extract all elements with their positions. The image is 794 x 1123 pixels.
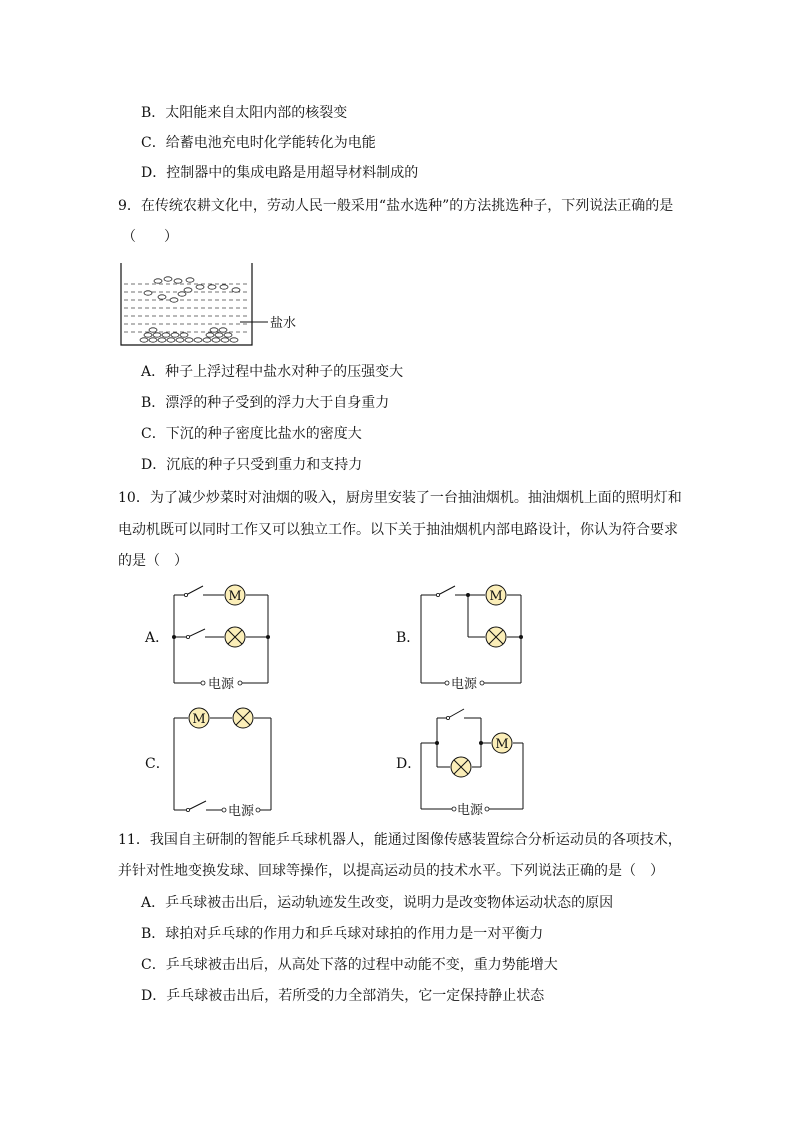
q11-stem-line-1: 11．我国自主研制的智能乒乓球机器人，能通过图像传感装置综合分析运动员的各项技术， [118,832,682,848]
q9-option-b: B．漂浮的种子受到的浮力大于自身重力 [141,395,390,411]
circuit-a-motor-symbol: M [228,589,242,604]
q9-stem: 9．在传统农耕文化中，劳动人民一般采用“盐水选种”的方法挑选种子，下列说法正确的是 [118,198,674,214]
q8-option-d: D．控制器中的集成电路是用超导材料制成的 [141,165,419,181]
circuit-a-label: A． [145,630,170,646]
circuit-c-label: C． [145,756,170,772]
q11-option-c: C．乒乓球被击出后，从高处下落的过程中动能不变，重力势能增大 [141,957,558,973]
q10-stem-line-1: 10．为了减少炒菜时对油烟的吸入，厨房里安装了一台抽油烟机。抽油烟机上面的照明灯和 [118,490,682,506]
salt-water-figure [118,260,318,350]
circuit-b-junction-top [466,593,470,597]
circuit-c-source-label: 电源 [227,804,255,819]
circuit-d-lamp-icon [451,757,471,777]
q11-option-d: D．乒乓球被击出后，若所受的力全部消失，它一定保持静止状态 [141,988,545,1004]
circuit-b-switch-contacts [436,593,484,685]
q11-stem-line-2: 并针对性地变换发球、回球等操作，以提高运动员的技术水平。下列说法正确的是（ ） [118,863,664,879]
circuit-d-motor-symbol: M [495,737,509,752]
q8-option-c: C．给蓄电池充电时化学能转化为电能 [141,135,376,151]
q8-option-b: B．太阳能来自太阳内部的核裂变 [141,105,348,121]
circuit-b-junction-right [519,635,523,639]
container [121,263,252,345]
circuit-d-junction-left [435,741,439,745]
circuit-c-lamp-icon [233,708,253,728]
sunken-seeds [140,328,238,342]
circuit-c [140,704,290,819]
q10-stem-line-3: 的是（ ） [118,553,188,569]
salt-water-label: 盐水 [270,316,297,331]
circuit-b [392,580,542,690]
q9-option-d: D．沉底的种子只受到重力和支持力 [141,457,363,473]
circuit-c-motor-symbol: M [192,712,206,727]
q11-option-b: B．球拍对乒乓球的作用力和乒乓球对球拍的作用力是一对平衡力 [141,926,544,942]
circuit-d [392,700,542,820]
circuit-b-label: B． [396,630,421,646]
q11-option-a: A．乒乓球被击出后，运动轨迹发生改变，说明力是改变物体运动状态的原因 [141,895,614,911]
circuit-d-junction-right [479,741,483,745]
q9-answer-paren: （ ） [122,229,178,245]
q9-option-a: A．种子上浮过程中盐水对种子的压强变大 [141,364,404,380]
circuit-b-lamp-icon [486,627,506,647]
circuit-a-lamp-icon [225,627,245,647]
circuit-a-junction-left [172,635,176,639]
circuit-a-source-label: 电源 [207,677,235,692]
q10-stem-line-2: 电动机既可以同时工作又可以独立工作。以下关于抽油烟机内部电路设计，你认为符合要求 [118,522,678,538]
circuit-d-label: D． [396,756,422,772]
circuit-b-motor-symbol: M [489,589,503,604]
circuit-a-junction-right [266,635,270,639]
q9-option-c: C．下沉的种子密度比盐水的密度大 [141,426,362,442]
circuit-d-source-label: 电源 [456,803,484,818]
floating-seeds [144,277,240,302]
circuit-a [140,580,280,690]
circuit-b-source-label: 电源 [450,677,478,692]
